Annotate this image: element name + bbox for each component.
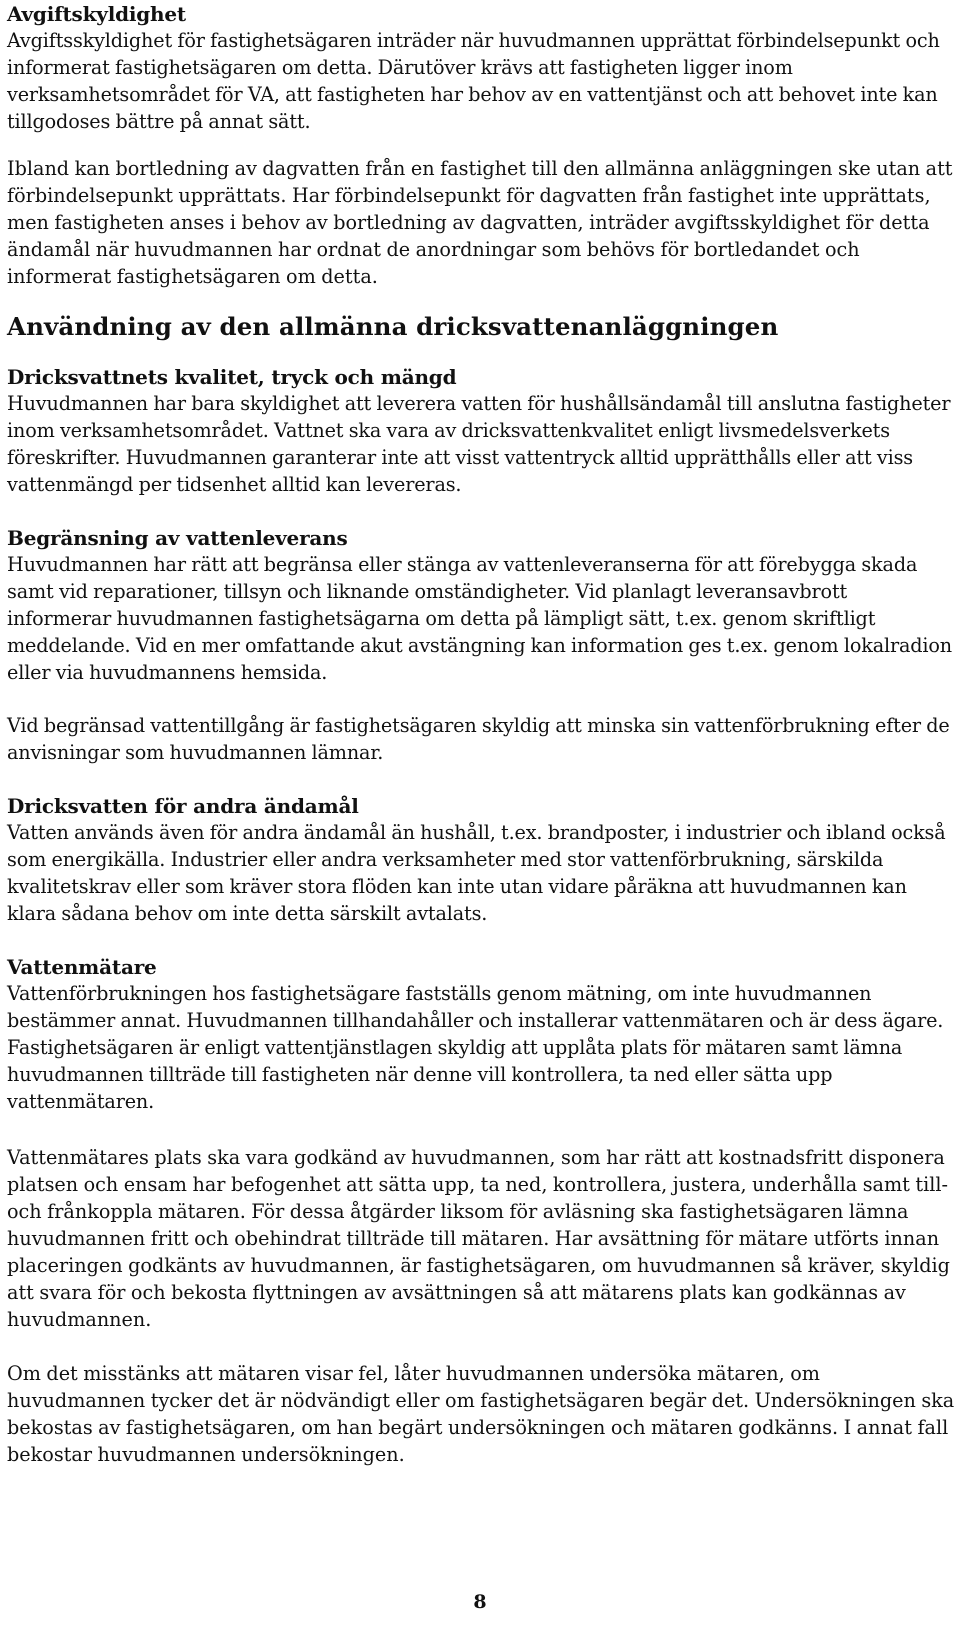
main-heading-anvandning: Användning av den allmänna dricksvattenanläggningen [7, 312, 779, 341]
paragraph-matare-3: Om det misstänks att mätaren visar fel, låter huvudmannen undersöka mätaren, om huvudmannen tycker det är nödvändigt eller om fastighetsägaren begär det. Undersökningen ska bekostas av fastighetsägaren, om han begärt undersökningen och mätaren godkänns. I annat fall bekostar huvudmannen undersökningen. [7, 1362, 955, 1466]
paragraph-avgift-1: Avgiftsskyldighet för fastighetsägaren inträder när huvudmannen upprättat förbindelsepunkt och informerat fastighetsägaren om detta. Därutöver krävs att fastigheten ligger inom verksamhetsområdet för VA, att fastigheten har behov av en vattentjänst och att behovet inte kan tillgodoses bättre på annat sätt. [7, 29, 940, 133]
heading-kvalitet: Dricksvattnets kvalitet, tryck och mängd [7, 365, 457, 389]
paragraph-kvalitet: Huvudmannen har bara skyldighet att leverera vatten för hushållsändamål till anslutna fastigheter inom verksamhetsområdet. Vattnet ska vara av dricksvattenkvalitet enligt livsmedelsverkets föreskrifter. Huvudmannen garanterar inte att visst vattentryck alltid upprätthålls eller att viss vattenmängd per tidsenhet alltid kan levereras. [7, 392, 951, 496]
paragraph-avgift-2: Ibland kan bortledning av dagvatten från en fastighet till den allmänna anläggningen ske utan att förbindelsepunkt upprättats. Har förbindelsepunkt för dagvatten från fastighet inte upprättats, men fastigheten anses i behov av bortledning av dagvatten, inträder avgiftsskyldighet för detta ändamål när huvudmannen har ordnat de anordningar som behövs för bortledandet och informerat fastighetsägaren om detta. [7, 157, 953, 288]
paragraph-matare-1: Vattenförbrukningen hos fastighetsägare fastställs genom mätning, om inte huvudmannen bestämmer annat. Huvudmannen tillhandahåller och installerar vattenmätaren och är dess ägare. Fastighetsägaren är enligt vattentjänstlagen skyldig att upplåta plats för mätaren samt lämna huvudmannen tillträde till fastigheten när denne vill kontrollera, ta ned eller sätta upp vattenmätaren. [7, 982, 944, 1113]
paragraph-matare-2: Vattenmätares plats ska vara godkänd av huvudmannen, som har rätt att kostnadsfritt disponera platsen och ensam har befogenhet att sätta upp, ta ned, kontrollera, justera, underhålla samt till- och frånkoppla mätaren. För dessa åtgärder liksom för avläsning ska fastighetsägaren lämna huvudmannen fritt och obehindrat tillträde till mätaren. Har avsättning för mätare utförts innan placeringen godkänts av huvudmannen, är fastighetsägaren, om huvudmannen så kräver, skyldig att svara för och bekosta flyttningen av avsättningen så att mätarens plats kan godkännas av huvudmannen. [7, 1146, 950, 1331]
paragraph-begransning-2: Vid begränsad vattentillgång är fastighetsägaren skyldig att minska sin vattenförbrukning efter de anvisningar som huvudmannen lämnar. [7, 714, 950, 764]
paragraph-andra-andamal: Vatten används även för andra ändamål än hushåll, t.ex. brandposter, i industrier och ibland också som energikälla. Industrier eller andra verksamheter med stor vattenförbrukning, särskilda kvalitetskrav eller som kräver stora flöden kan inte utan vidare påräkna att huvudmannen kan klara sådana behov om inte detta särskilt avtalats. [7, 821, 946, 925]
heading-andra-andamal: Dricksvatten för andra ändamål [7, 794, 359, 818]
paragraph-begransning-1: Huvudmannen har rätt att begränsa eller stänga av vattenleveranserna för att förebygga skada samt vid reparationer, tillsyn och liknande omständigheter. Vid planlagt leveransavbrott informerar huvudmannen fastighetsägarna om detta på lämpligt sätt, t.ex. genom skriftligt meddelande. Vid en mer omfattande akut avstängning kan information ges t.ex. genom lokalradion eller via huvudmannens hemsida. [7, 553, 953, 684]
heading-begransning: Begränsning av vattenleverans [7, 526, 348, 550]
page-number: 8 [473, 1591, 487, 1613]
document-page [7, 0, 955, 1468]
heading-vattenmatare: Vattenmätare [7, 955, 157, 979]
heading-avgiftsskyldighet: Avgiftskyldighet [7, 2, 186, 26]
